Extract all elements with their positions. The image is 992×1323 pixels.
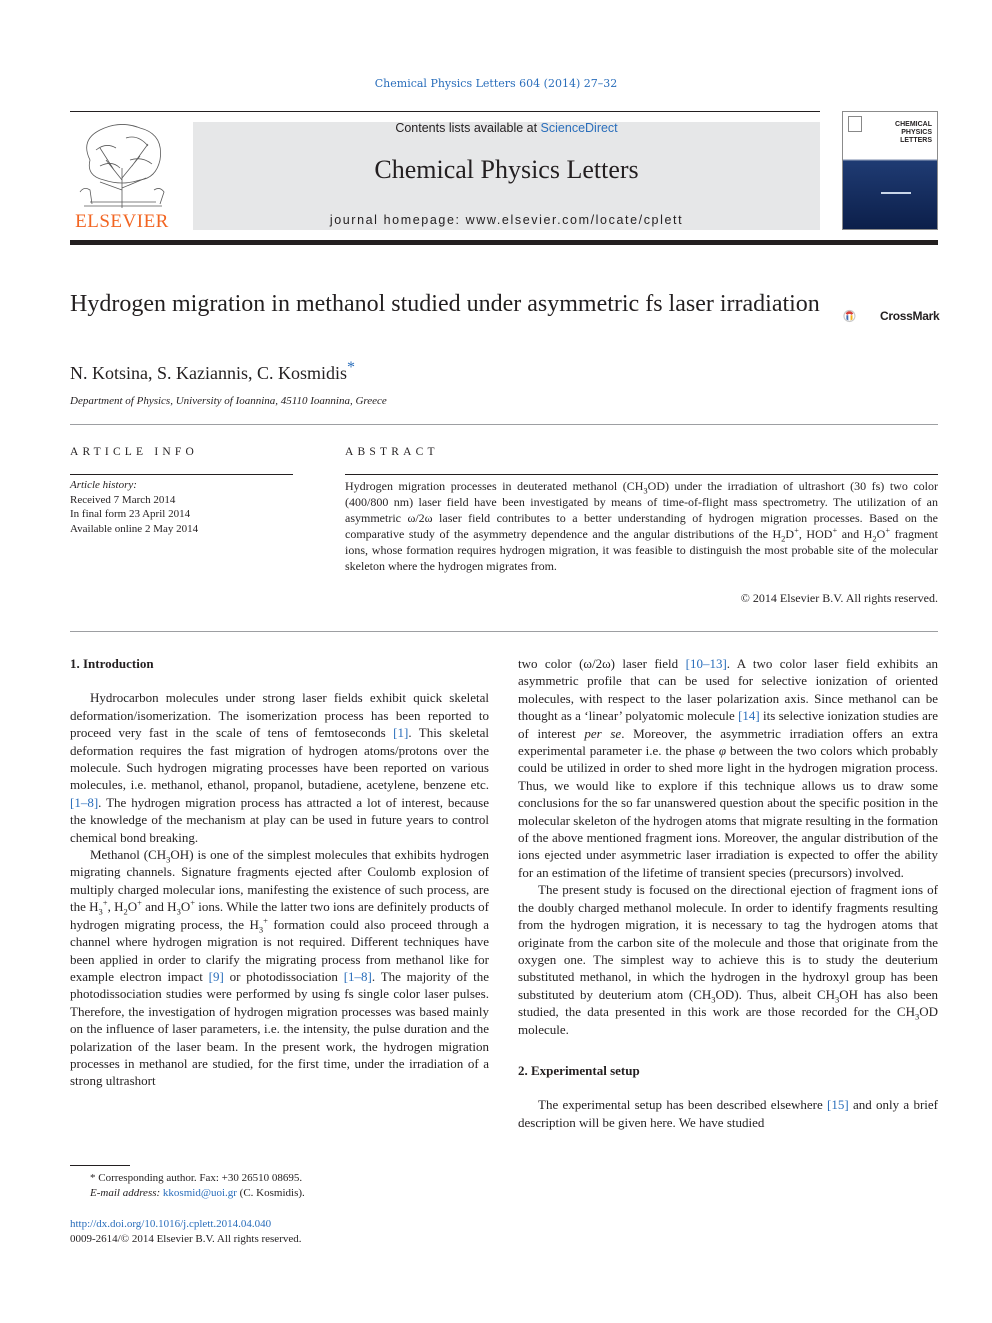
- paragraph: Hydrocarbon molecules under strong laser fields exhibit quick skeletal deformation/isomerization. The isomerization process has been reported to proceed very fast in the scale of tens of femtoseconds [1]. This skeletal deformation requires the fast migration of hydrogen atoms/protons over the molecule. Such hydrogen migrating processes have been reported on various molecules, i.e. methanol, ethanol, propanol, butadiene, acetylene, benzene etc. [1–8]. The hydrogen migration process has attracted a lot of interest, because the knowledge of the mechanism at play can be used in future years to control chemical bond breaking.: [70, 690, 489, 845]
- body-left-column: [70, 655, 489, 1090]
- citation-link[interactable]: [9]: [208, 968, 224, 984]
- citation-link[interactable]: [1–8]: [70, 794, 99, 810]
- cover-figure-icon: [881, 192, 911, 204]
- email-label: E-mail address:: [90, 1187, 163, 1199]
- abstract-heading: ABSTRACT: [345, 446, 439, 458]
- history-label: Article history:: [70, 479, 137, 491]
- article-title: Hydrogen migration in methanol studied under asymmetric fs laser irradiation: [70, 291, 820, 317]
- doi-block: [70, 1217, 302, 1246]
- issn-line: 0009-2614/© 2014 Elsevier B.V. All rights reserved.: [70, 1232, 302, 1245]
- divider: [70, 424, 938, 425]
- elsevier-wordmark: ELSEVIER: [75, 211, 169, 232]
- section-heading-introduction: 1. Introduction: [70, 656, 154, 671]
- body-right-column: [518, 655, 938, 1131]
- corresponding-author-note: Corresponding author. Fax: +30 26510 08695.: [98, 1172, 303, 1184]
- article-info-heading: ARTICLE INFO: [70, 446, 198, 458]
- footnote-rule: [70, 1165, 130, 1166]
- citation-link[interactable]: [1–8]: [343, 968, 372, 984]
- email-link[interactable]: kkosmid@uoi.gr: [162, 1187, 237, 1199]
- paragraph: Methanol $(CH_3OH)$ is one of the simplest molecules that exhibits hydrogen migrating channels. Signature fragments ejected after Coulomb explosion of multiply charged molecular ions, manifesting the existence of such process, are the $H_3^+$, $H_2O^+$ and $H_3O^+$ ions. While the latter two ions are definitely products of hydrogen migrating process, the $H_3^+$ formation could also proceed through a channel where hydrogen migration is not required. Different techniques have been applied in order to clarify the migrating process from methanol like for example electron impact [9] or photodissociation [1–8]. The majority of the photodissociation studies were performed by using fs single color laser pulses. Therefore, the investigation of hydrogen migration processes was based mainly on the influence of laser parameters, i.e. the intensity, the pulse duration and the polarization of the laser beam. In the present work, the hydrogen migration processes in methanol are studied, for the first time, under the irradiation of a strong ultrashort: [70, 847, 490, 1089]
- abstract-rule: [345, 474, 938, 475]
- cover-elsevier-icon: [848, 116, 862, 132]
- sciencedirect-link[interactable]: ScienceDirect: [540, 121, 618, 135]
- footnote-mark: *: [90, 1172, 96, 1184]
- citation-link[interactable]: [10–13]: [685, 656, 727, 671]
- header-bottom-rule: [70, 240, 938, 245]
- cover-title: CHEMICAL PHYSICS LETTERS: [895, 121, 932, 144]
- corresponding-author-mark[interactable]: *: [347, 359, 355, 376]
- journal-cover-image: [842, 111, 938, 230]
- contents-line: Contents lists available at ScienceDirect: [395, 121, 618, 135]
- header-top-rule: [70, 111, 820, 112]
- citation-link[interactable]: [14]: [738, 708, 760, 724]
- abstract-copyright: © 2014 Elsevier B.V. All rights reserved.: [740, 591, 938, 605]
- homepage-link[interactable]: www.elsevier.com/locate/cplett: [465, 213, 684, 227]
- journal-title: Chemical Physics Letters: [374, 155, 639, 184]
- section-heading-experimental: 2. Experimental setup: [518, 1062, 640, 1078]
- abstract-text: Hydrogen migration processes in deuterated methanol $(CH_3OD)$ under the irradiation of ultrashort (30 fs) two color (400/800 nm) laser field have been investigated by means of time-of-flight mass spectrometry. The utilization of an asymmetric ω/2ω laser field contributes to a better understanding of hydrogen migration processes. Based on the comparative study of the asymmetry dependence and the angular distributions of the $H_2D^+$, HOD+ and $H_2O^+$ fragment ions, whose formation requires hydrogen migration, it was feasible to distinguish the most probable site of the molecular skeleton where the hydrogen migrates from.: [345, 479, 938, 573]
- journal-citation[interactable]: Chemical Physics Letters 604 (2014) 27–32: [374, 77, 618, 90]
- divider: [70, 631, 938, 632]
- paragraph: The experimental setup has been described elsewhere [15] and only a brief description will be given here. We have studied: [518, 1097, 938, 1130]
- doi-link[interactable]: http://dx.doi.org/10.1016/j.cplett.2014.04.040: [70, 1218, 272, 1230]
- citation-link[interactable]: [15]: [827, 1097, 849, 1113]
- author-list: N. Kotsina, S. Kaziannis, C. Kosmidis*: [70, 359, 355, 383]
- crossmark-icon[interactable]: [843, 298, 879, 334]
- corresponding-footnote: * Corresponding author. Fax: +30 26510 08695. E-mail address: kkosmid@uoi.gr (C. Kosmidis).: [90, 1172, 305, 1199]
- affiliation: Department of Physics, University of Ioannina, 45110 Ioannina, Greece: [70, 395, 387, 407]
- received-date: Received 7 March 2014: [70, 493, 176, 506]
- paragraph: The present study is focused on the directional ejection of fragment ions of the doubly charged methanol molecule. In order to identify fragments resulting from the hydrogen migration, it is necessary to tag the hydrogen atoms that originate from the carbon site of the molecule and those that originate from the oxygen one. The simplest way to achieve this is to study the deuterium substituted methanol, in which the hydrogen in the hydroxyl group has been substituted by deuterium atom $(CH_3OD)$. Thus, albeit $CH_3OH$ has also been studied, the data presented in this work are those recorded for the $CH_3OD$ molecule.: [518, 882, 939, 1037]
- article-history: [70, 478, 300, 536]
- citation-link[interactable]: [1]: [393, 725, 409, 741]
- revised-date: In final form 23 April 2014: [70, 508, 191, 520]
- crossmark-label[interactable]: CrossMark: [880, 309, 940, 323]
- paragraph: two color (ω/2ω) laser field [10–13]. A two color laser field exhibits an asymmetric profile that can be used for selective ionization of oriented molecules, with respect to the laser polarization axis. Since methanol can be thought as a ‘linear’ polyatomic molecule [14] its selective ionization studies are of interest per se. Moreover, the asymmetric irradiation offers an extra experimental parameter i.e. the phase φ between the two colors which probably could be utilized in order to shed more light in the hydrogen migration process. Thus, we would like to explore if this technique allows us to draw some conclusions for the so far unanswered question about the specific position in the molecular skeleton of the hydrogen atoms that migrate resulting in the formation of the above mentioned fragment ions. Moreover, the angular distribution of the ions ejected under asymmetric laser irradiation is expected to offer the ability for an estimation of the lifetime of transient species (precursors) involved.: [518, 656, 938, 880]
- journal-homepage: journal homepage: www.elsevier.com/locate/cplett: [329, 213, 684, 227]
- article-info-rule: [70, 474, 293, 475]
- online-date: Available online 2 May 2014: [70, 522, 199, 535]
